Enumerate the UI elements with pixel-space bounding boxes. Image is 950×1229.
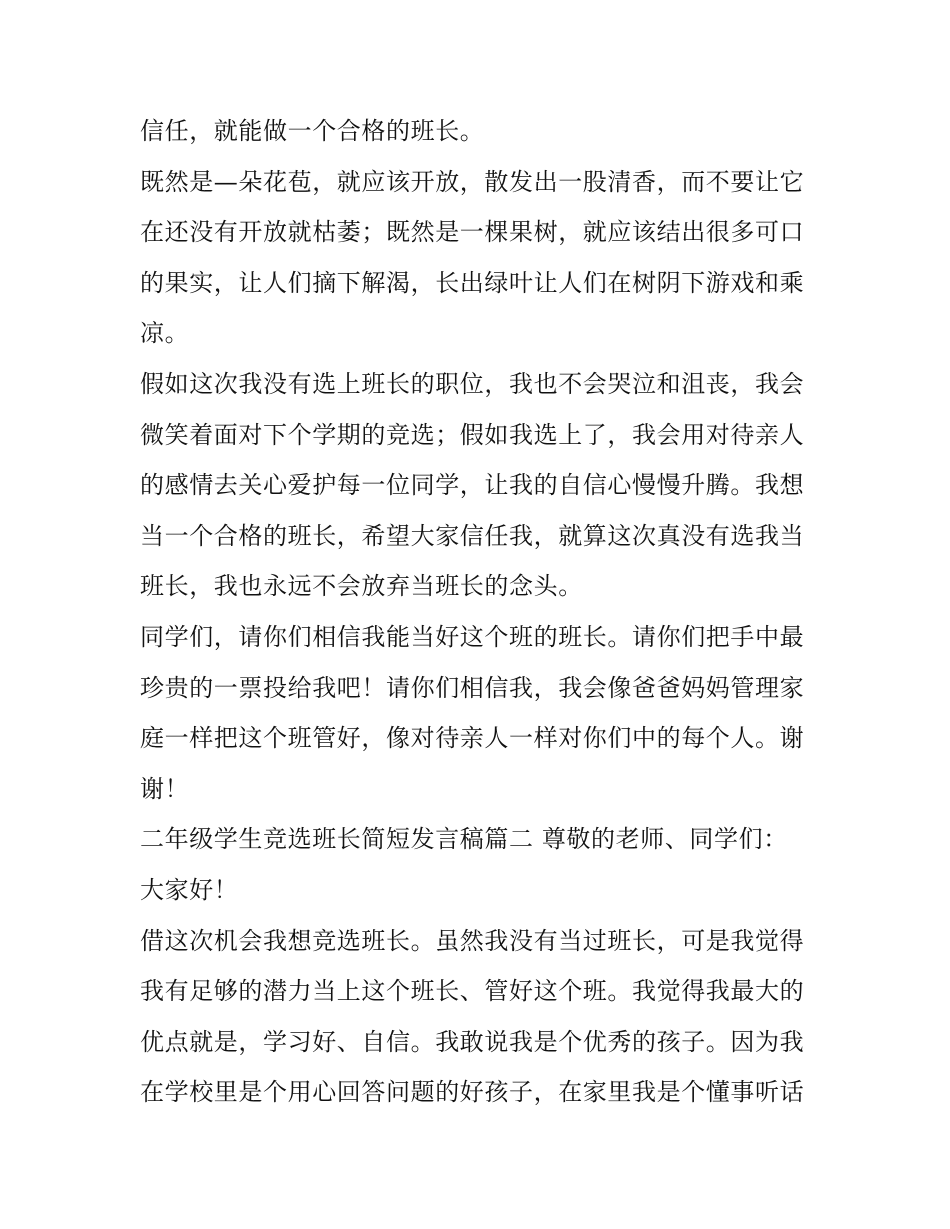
text-line: 在还没有开放就枯萎；既然是一棵果树，就应该结出很多可口 [140, 218, 805, 247]
text-line: 我有足够的潜力当上这个班长、管好这个班。我觉得我最大的 [140, 977, 805, 1006]
text-line: 假如这次我没有选上班长的职位，我也不会哭泣和沮丧，我会 [140, 369, 805, 398]
text-line: 微笑着面对下个学期的竞选；假如我选上了，我会用对待亲人 [140, 420, 805, 449]
text-line: 同学们，请你们相信我能当好这个班的班长。请你们把手中最 [140, 622, 805, 651]
text-line: 庭一样把这个班管好，像对待亲人一样对你们中的每个人。谢 [140, 724, 805, 753]
text-line: 在学校里是个用心回答问题的好孩子，在家里我是个懂事听话 [140, 1078, 805, 1107]
text-line: 珍贵的一票投给我吧！请你们相信我，我会像爸爸妈妈管理家 [140, 673, 805, 702]
greeting-line: 大家好！ [140, 875, 239, 904]
text-line: 的果实，让人们摘下解渴，长出绿叶让人们在树阴下游戏和乘 [140, 268, 805, 297]
text-line: 借这次机会我想竞选班长。虽然我没有当过班长，可是我觉得 [140, 926, 805, 955]
text-line: 当一个合格的班长，希望大家信任我，就算这次真没有选我当 [140, 521, 805, 550]
text-line: 信任，就能做一个合格的班长。 [140, 117, 485, 145]
text-line: 凉。 [140, 319, 190, 348]
text-line: 既然是—朵花苞，就应该开放，散发出一股清香，而不要让它 [140, 167, 805, 196]
text-line: 优点就是，学习好、自信。我敢说我是个优秀的孩子。因为我 [140, 1027, 805, 1056]
document-body [140, 106, 820, 1118]
text-line: 班长，我也永远不会放弃当班长的念头。 [140, 572, 583, 601]
section-heading-line: 二年级学生竞选班长简短发言稿篇二 尊敬的老师、同学们： [140, 825, 788, 854]
text-line: 谢！ [140, 774, 190, 803]
text-line: 的感情去关心爱护每一位同学，让我的自信心慢慢升腾。我想 [140, 471, 805, 500]
